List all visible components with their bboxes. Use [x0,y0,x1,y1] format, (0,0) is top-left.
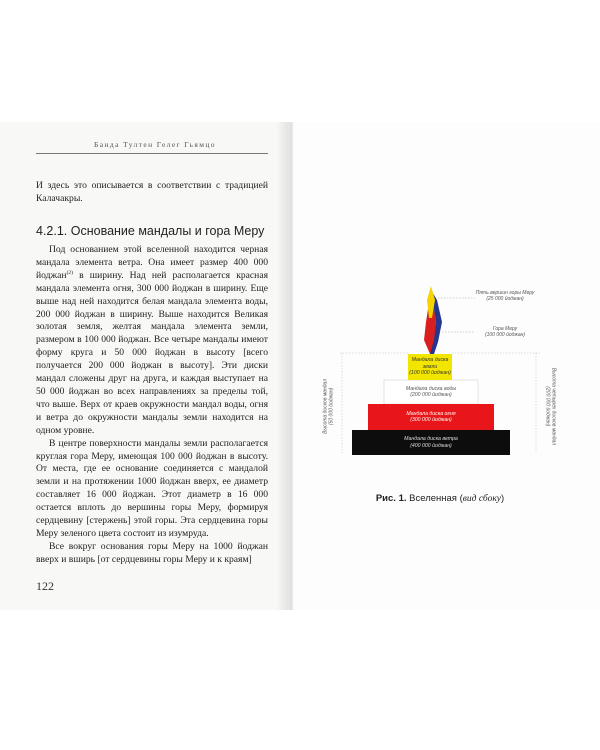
caption-italic: вид сбоку [462,494,501,504]
label-five-peaks: Пять вершин горы Меру (25 000 йоджан) [475,290,535,303]
section-heading: 4.2.1. Основание мандалы и гора Меру [36,224,265,238]
wind-mandala-layer: Мандала диска ветра (400 000 йоджан) [352,430,510,455]
paragraph-1 [36,244,268,438]
caption-end: ) [500,493,505,504]
label-mount-meru: Гора Меру (100 000 йоджан) [484,326,526,339]
paragraph-2: В центре поверхности мандалы земли располагается круглая гора Меру, имеющая 100 000 йоджан в высоту. От места, где ее основание соединяется с мандалой земли и на протяжении 1000 йоджан вверх, ее диаметр составляет 16 000 йоджан. Этот диаметр в 16 000 остается вплоть до вершины горы Меру, формируя сердцевину [стержень] этой горы. Эта сердцевина горы Меру зеленого цвета состоит из изумруда. [36,437,268,539]
running-head: Банда Тултен Гелег Гьямцо [94,140,216,149]
label-disk-height: Высота дисков мандал (50 000 йоджан) [322,378,335,434]
earth-mandala-layer: Мандала диска земли (100 000 йоджан) [408,354,452,380]
paragraph-1-start: Под основанием этой вселенной находится черная мандала элемента ветра. Она имеет размер 400 000 йоджан [36,244,268,281]
main-text [36,244,268,567]
paragraph-3: Все вокруг основания горы Меру на 1000 йоджан вверх и вширь [от сердцевины горы Меру и к краям] [36,540,268,565]
water-mandala-layer: Мандала диска воды (200 000 йоджан) [405,385,457,398]
mount-meru-shape [424,286,442,354]
fire-mandala-layer: Мандала диска огня (300 000 йоджан) [368,404,494,430]
header-rule [36,153,268,154]
footnote-ref: (2) [66,269,73,276]
figure-caption [340,493,540,504]
page-number: 122 [36,579,54,593]
caption-text: Вселенная ( [406,493,463,504]
intro-text: И здесь это описывается в соответствии с традицией Калачакры. [36,180,268,204]
universe-diagram [300,280,590,470]
book-spine-shadow [276,122,294,610]
paragraph-1-rest: в ширину. Над ней располагается красная мандала элемента огня, 300 000 йоджан в ширину. Еще выше над ней находится белая мандала элемента воды, 200 000 йоджан в ширину. Выше находится Великая золотая земля, желтая мандала элемента земли, размером в 100 000 йоджан. Все четыре мандалы имеют форму круга и 50 000 йоджан в высоту [всего получается 200 000 йоджан в высоту]. Эти диски мандал сложены друг на друга, и каждая выступает на 50 000 йоджан во всех направлениях за пределы той, что выше. Верх от краев окружности мандал воды, огня и ветра до окружности мандалы земли находится на одном уровне. [36,269,268,436]
intro-paragraph [36,180,268,206]
caption-figure-number: Рис. 1. [375,493,407,504]
label-total-height: Высота четырех дисков мандал (200 000 йоджан) [544,367,557,446]
